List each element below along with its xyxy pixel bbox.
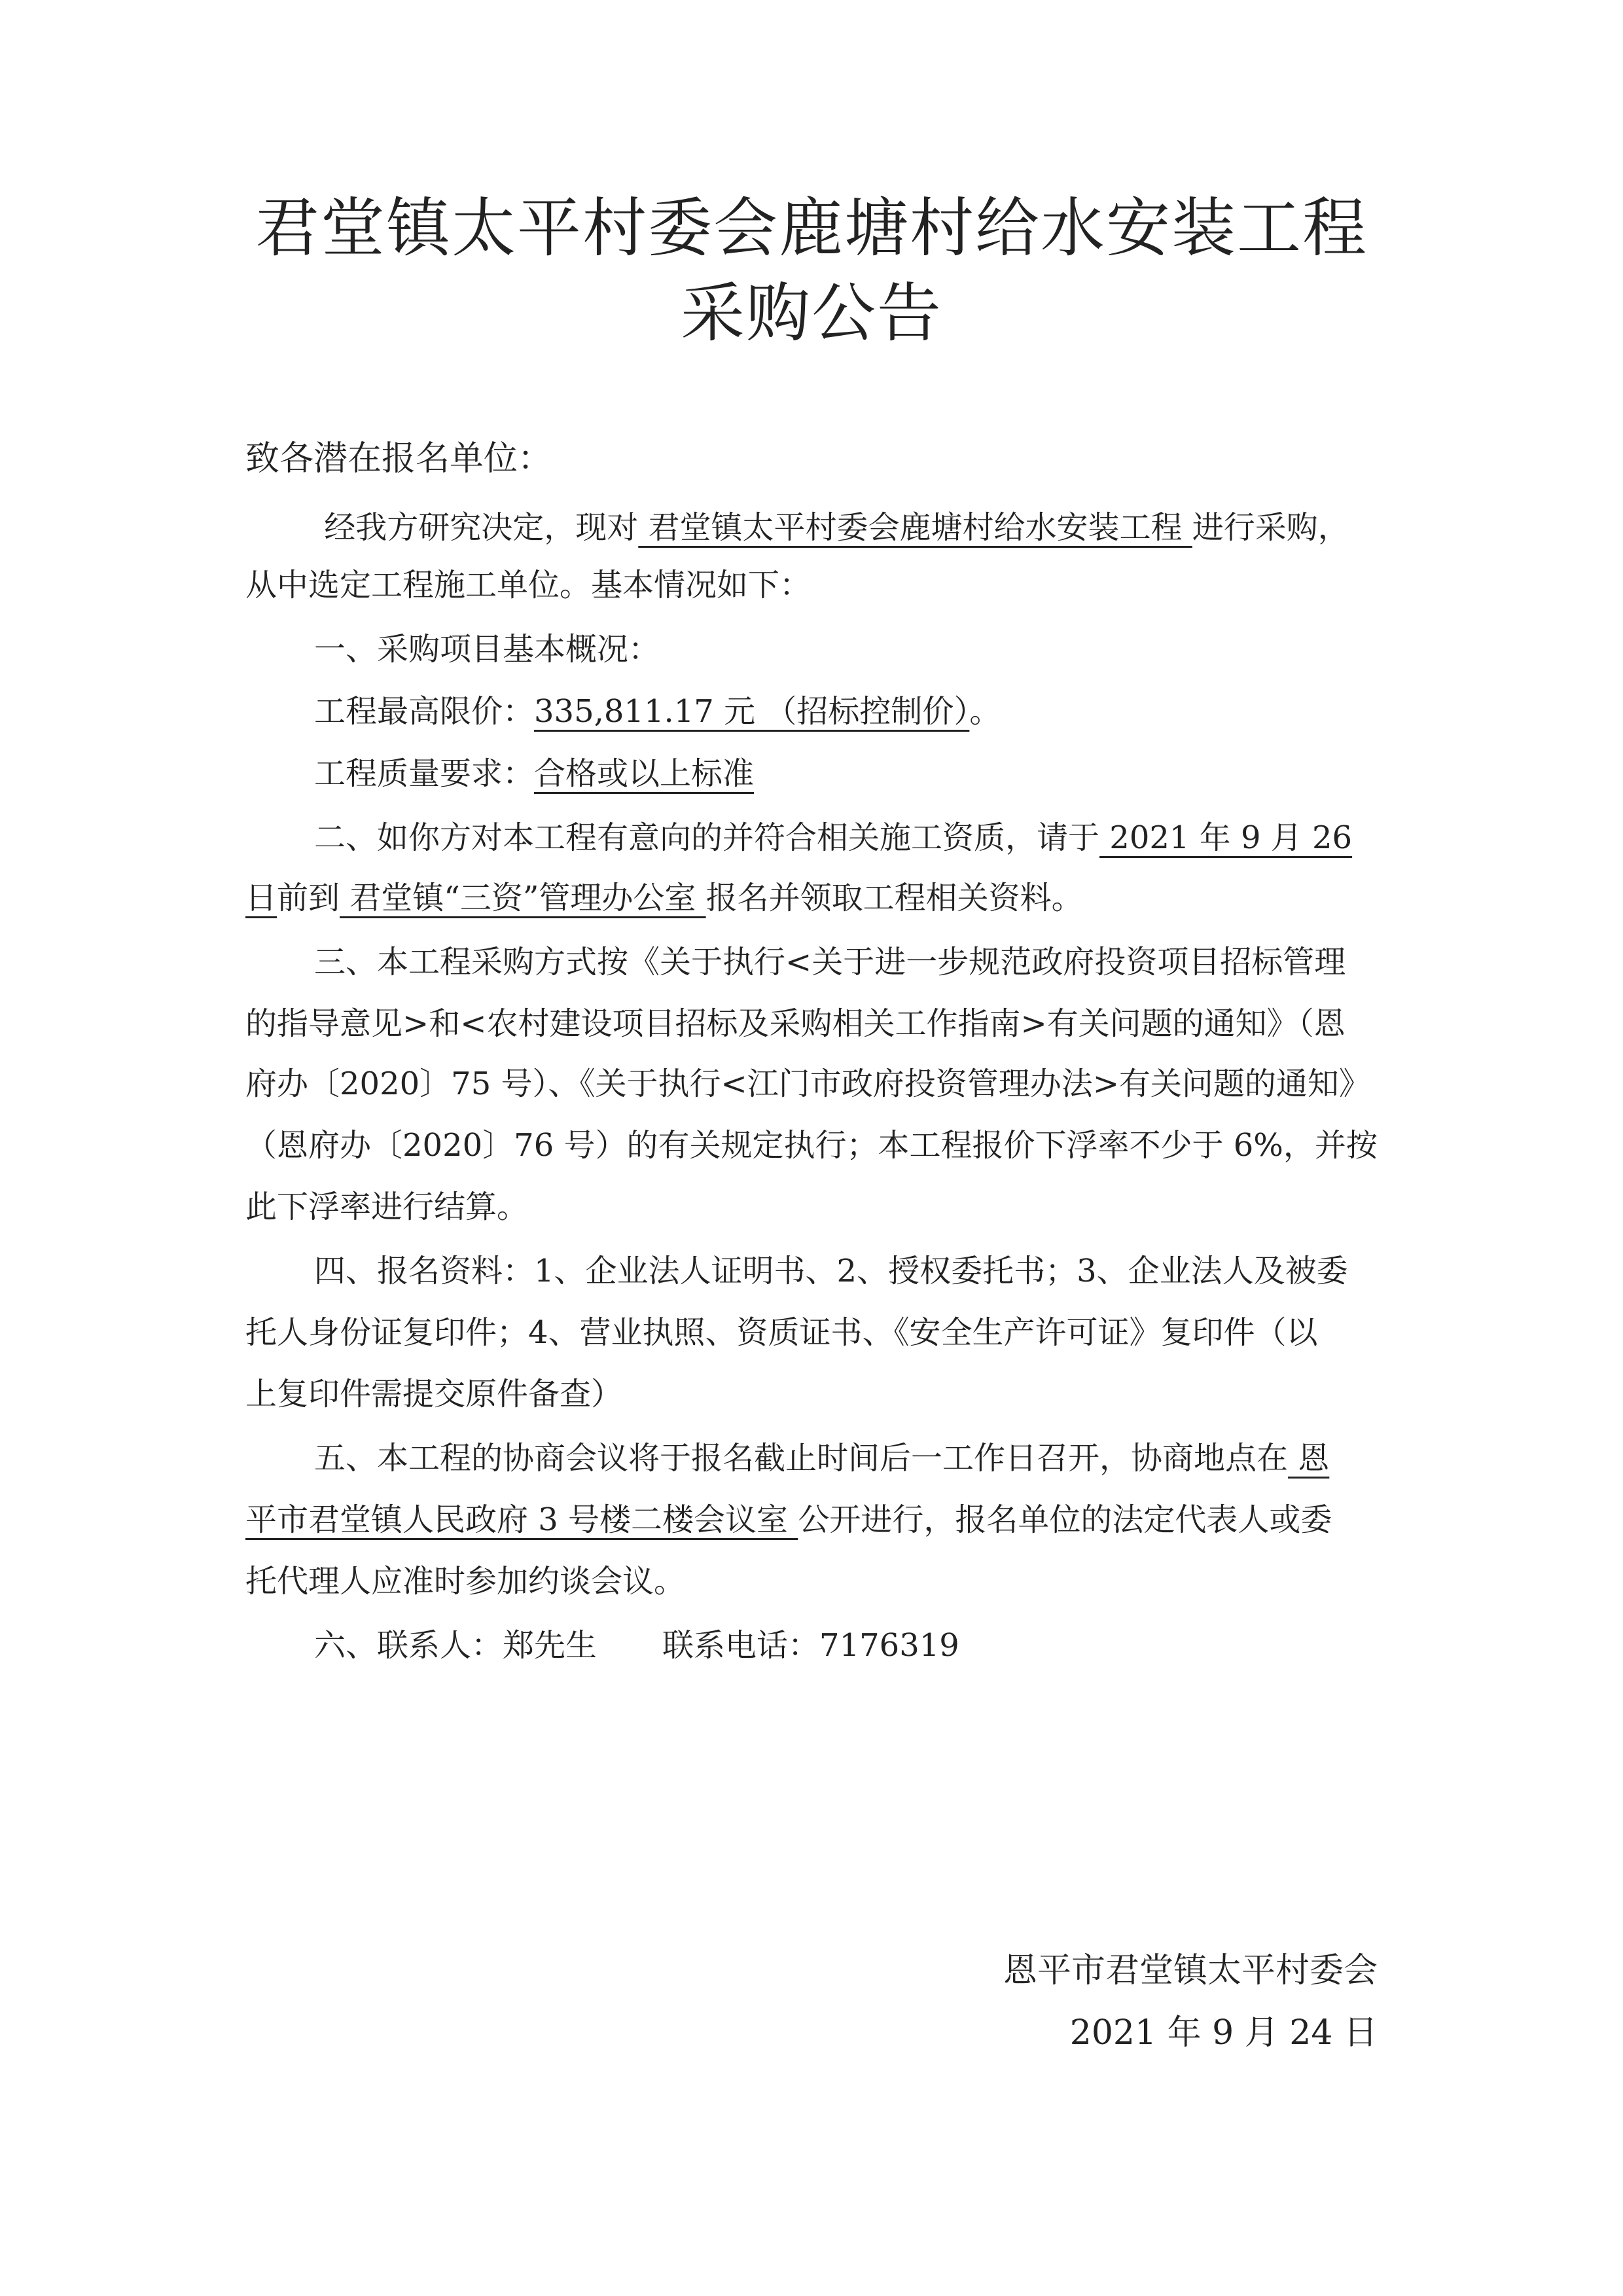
section2-line-2 (245, 882, 1083, 914)
contact-line (314, 1627, 959, 1664)
section5-line-2 (245, 1501, 1332, 1538)
price-end: 。 (969, 693, 1001, 730)
section2-line-1 (314, 819, 1353, 856)
title-line-2: 采购公告 (680, 276, 942, 351)
registration-office: 君堂镇“三资”管理办公室 (340, 880, 706, 916)
section4-line-3: 上复印件需提交原件备查） (245, 1376, 623, 1412)
section1-heading: 一、采购项目基本概况： (314, 631, 660, 668)
section5-line-3: 托代理人应准时参加约谈会议。 (245, 1563, 686, 1600)
section5-text: 五、本工程的协商会议将于报名截止时间后一工作日召开，协商地点在 (314, 1440, 1289, 1477)
section3-line-3: 府办〔2020〕75 号）、《关于执行<江门市政府投资管理办法>有关问题的通知》 (245, 1066, 1370, 1102)
price-line (314, 693, 1001, 730)
intro-tail: 进行采购， (1192, 509, 1349, 546)
contact-label: 六、联系人： (314, 1627, 503, 1664)
section4-line-1: 四、报名资料：1、企业法人证明书、2、授权委托书；3、企业法人及被委 (314, 1253, 1348, 1289)
signature-date: 2021 年 9 月 24 日 (1069, 2013, 1378, 2053)
intro-line-1 (314, 509, 1349, 546)
deadline-date: 2021 年 9 月 26 (1099, 819, 1353, 856)
section2-mid: 前到 (277, 880, 340, 916)
price-label: 工程最高限价： (314, 693, 535, 730)
section2-tail: 报名并领取工程相关资料。 (705, 880, 1083, 916)
phone-label: 联系电话： (662, 1627, 820, 1664)
title-line-1: 君堂镇太平村委会鹿塘村给水安装工程 (255, 191, 1368, 266)
quality-line (314, 755, 755, 792)
contact-name: 郑先生 (503, 1627, 597, 1664)
section3-line-1: 三、本工程采购方式按《关于执行<关于进一步规范政府投资项目招标管理 (314, 944, 1346, 980)
meeting-venue: 平市君堂镇人民政府 3 号楼二楼会议室 (245, 1501, 798, 1538)
quality-label: 工程质量要求： (314, 755, 535, 792)
section3-line-5: 此下浮率进行结算。 (245, 1189, 529, 1225)
deadline-date-end: 日 (245, 880, 277, 916)
signature-org: 恩平市君堂镇太平村委会 (1003, 1951, 1378, 1990)
section3-line-2: 的指导意见>和<农村建设项目招标及采购相关工作指南>有关问题的通知》（恩 (245, 1005, 1346, 1042)
salutation: 致各潜在报名单位： (245, 439, 552, 478)
project-name: 君堂镇太平村委会鹿塘村给水安装工程 (638, 509, 1192, 546)
section4-line-2: 托人身份证复印件；4、营业执照、资质证书、《安全生产许可证》复印件（以 (245, 1314, 1318, 1351)
section5-line-1 (314, 1440, 1330, 1477)
section3-line-4: （恩府办〔2020〕76 号）的有关规定执行；本工程报价下浮率不少于 6%，并按 (245, 1127, 1378, 1164)
intro-line-2: 从中选定工程施工单位。基本情况如下： (245, 567, 812, 603)
section5-tail: 公开进行，报名单位的法定代表人或委 (798, 1501, 1332, 1538)
price-value: 335,811.17 元 （招标控制价） (534, 693, 970, 730)
intro-text: 经我方研究决定，现对 (314, 509, 639, 546)
phone-number: 7176319 (819, 1627, 959, 1664)
quality-value: 合格或以上标准 (534, 755, 755, 792)
meeting-venue-start: 恩 (1288, 1440, 1330, 1477)
section2-text: 二、如你方对本工程有意向的并符合相关施工资质，请于 (314, 819, 1100, 856)
